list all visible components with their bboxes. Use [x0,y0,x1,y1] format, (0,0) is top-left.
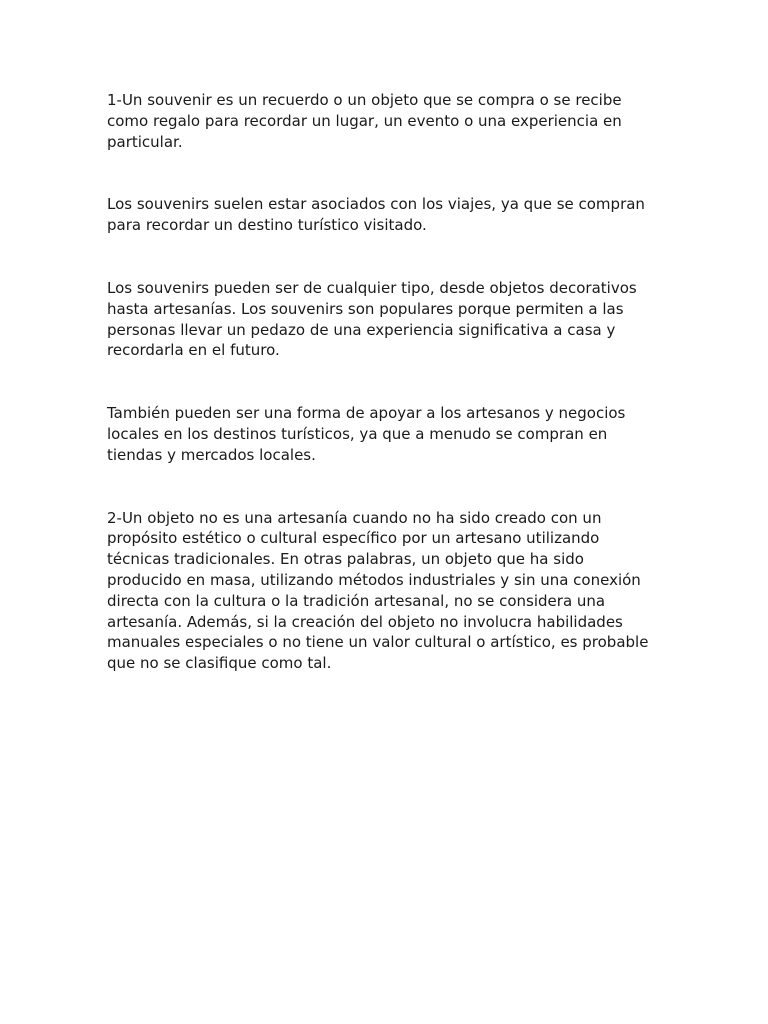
paragraph-artesania-definition: 2-Un objeto no es una artesanía cuando no ha sido creado con un propósito estético o cultural específico por un artesano utilizando técnicas tradicionales. En otras palabras, un objeto que ha sido producido en masa, utilizando métodos industriales y sin una conexión directa con la cultura o la tradición artesanal, no se considera una artesanía. Además, si la creación del objeto no involucra habilidades manuales especiales o no tiene un valor cultural o artístico, es probable que no se clasifique como tal. [107,508,649,673]
paragraph-souvenir-travel: Los souvenirs suelen estar asociados con los viajes, ya que se compran para recordar un destino turístico visitado. [107,195,645,235]
paragraph-souvenir-types: Los souvenirs pueden ser de cualquier tipo, desde objetos decorativos hasta artesanías. Los souvenirs son populares porque permiten a las personas llevar un pedazo de una experiencia significativa a casa y recordarla en el futuro. [107,278,637,360]
document-body [107,90,663,716]
paragraph-souvenir-support: También pueden ser una forma de apoyar a los artesanos y negocios locales en los destinos turísticos, ya que a menudo se compran en tiendas y mercados locales. [107,404,626,464]
paragraph-souvenir-definition: 1-Un souvenir es un recuerdo o un objeto que se compra o se recibe como regalo para recordar un lugar, un evento o una experiencia en particular. [107,91,622,151]
